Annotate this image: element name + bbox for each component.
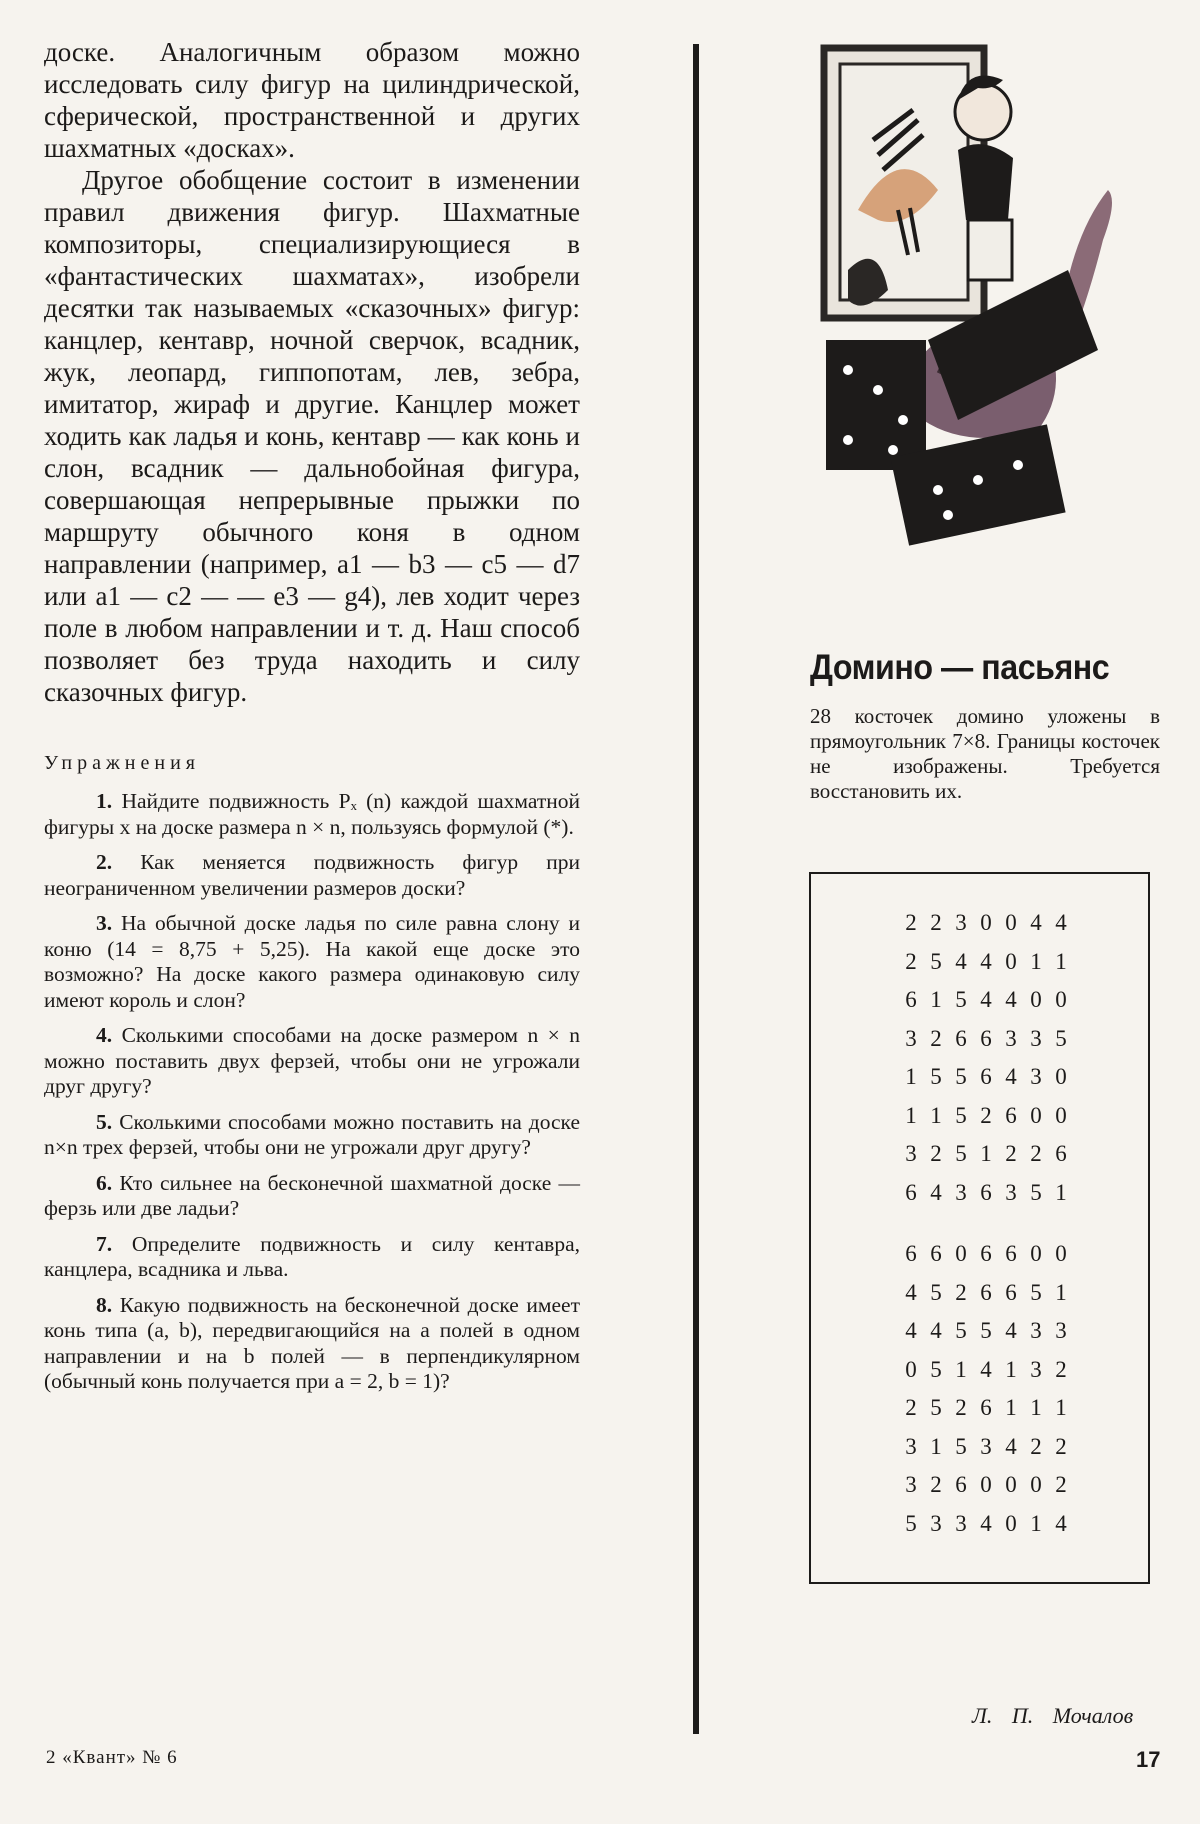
domino-digit: 3 (1030, 1318, 1042, 1343)
domino-digit: 0 (1030, 1472, 1042, 1497)
puzzle-description: 28 косточек домино уложены в прямоугольник 7×8. Границы косточек не изображены. Требуется восстановить их. (810, 704, 1160, 803)
exercise-item (44, 911, 580, 1013)
domino-grid-row (901, 1505, 1071, 1544)
exercise-text: Как меняется подвижность фигур при неограниченном увеличении размеров доски? (44, 850, 580, 900)
domino-digit: 1 (980, 1141, 992, 1166)
exercise-item (44, 789, 580, 840)
domino-digit: 0 (905, 1356, 917, 1382)
domino-digit: 6 (980, 1064, 992, 1089)
domino-digit: 2 (930, 1472, 942, 1497)
domino-grid-row (901, 1135, 1071, 1174)
domino-digit: 3 (955, 910, 967, 935)
domino-digit: 4 (980, 1510, 992, 1536)
domino-digit: 1 (1030, 948, 1042, 974)
domino-digit: 4 (1030, 910, 1042, 935)
domino-digit: 3 (1030, 1064, 1042, 1089)
domino-digit: 6 (980, 1179, 992, 1205)
domino-digit: 6 (905, 987, 917, 1012)
exercise-list (44, 789, 580, 1395)
domino-digit: 6 (980, 1241, 992, 1266)
domino-digit: 0 (955, 1241, 967, 1266)
domino-digit: 1 (1055, 1395, 1067, 1420)
domino-digit: 1 (1055, 1279, 1067, 1305)
domino-digit: 4 (1005, 1064, 1017, 1089)
domino-digit: 2 (905, 910, 917, 935)
domino-digit: 2 (930, 1141, 942, 1166)
author-signature: Л. П. Мочалов (972, 1703, 1134, 1728)
domino-grid-row (901, 943, 1071, 982)
domino-grid-row (901, 1274, 1071, 1313)
exercise-number: 1. (96, 789, 113, 813)
domino-digit: 4 (930, 1179, 942, 1205)
journal-footer: 2 «Квант» № 6 (46, 1747, 178, 1768)
domino-digit: 1 (1030, 1510, 1042, 1536)
domino-grid-row (901, 1389, 1071, 1428)
article-paragraph: доске. Аналогичным образом можно исследовать силу фигур на цилиндрической, сферической, пространственной и других шахматных «досках». (44, 37, 580, 163)
domino-digit: 1 (905, 1102, 917, 1128)
domino-digit: 2 (930, 1025, 942, 1051)
exercise-item (44, 1171, 580, 1222)
exercise-text: Определите подвижность и силу кентавра, канцлера, всадника и льва. (44, 1231, 581, 1281)
boy-cat-domino-illustration (818, 40, 1158, 555)
domino-digit: 1 (1030, 1395, 1042, 1420)
domino-digit: 3 (905, 1433, 917, 1459)
domino-digit: 4 (905, 1318, 917, 1343)
domino-grid-row (901, 1235, 1071, 1274)
domino-digit: 2 (1030, 1141, 1042, 1166)
domino-grid-box (809, 872, 1150, 1584)
domino-digit: 4 (930, 1318, 942, 1343)
domino-digit: 4 (980, 948, 992, 974)
domino-digit: 1 (930, 987, 942, 1012)
domino-digit: 1 (1055, 948, 1067, 974)
domino-digit: 6 (930, 1241, 942, 1266)
puzzle-title: Домино — пасьянс (810, 648, 1110, 687)
domino-digit: 5 (955, 1064, 967, 1089)
domino-digit: 2 (905, 1395, 917, 1420)
domino-digit: 2 (1055, 1356, 1067, 1382)
domino-grid-row (901, 1312, 1071, 1351)
domino-digit: 2 (1055, 1472, 1067, 1497)
domino-digit: 1 (930, 1433, 942, 1459)
domino-digit: 5 (955, 1318, 967, 1343)
domino-digit: 4 (980, 1356, 992, 1382)
domino-digit: 4 (1055, 1510, 1067, 1536)
domino-digit: 5 (930, 948, 942, 974)
domino-digit: 5 (955, 1141, 967, 1166)
domino-digit: 4 (1005, 1433, 1017, 1459)
domino-digit: 3 (955, 1510, 967, 1536)
exercise-item (44, 1110, 580, 1161)
domino-digit: 1 (1055, 1179, 1067, 1205)
domino-digit: 4 (955, 948, 967, 974)
domino-digit: 2 (955, 1395, 967, 1420)
column-divider (693, 44, 699, 1734)
exercise-text: Найдите подвижность Pₓ (n) каждой шахматной фигуры x на доске размера n × n, пользуясь формулой (*). (44, 789, 580, 839)
domino-digit: 0 (1055, 1102, 1067, 1128)
article-text (44, 36, 580, 708)
domino-grid-top (901, 904, 1071, 1212)
domino-digit: 0 (1005, 1510, 1017, 1536)
exercise-number: 7. (96, 1231, 113, 1256)
domino-digit: 6 (955, 1025, 967, 1051)
domino-digit: 6 (1005, 1102, 1017, 1128)
domino-digit: 5 (930, 1279, 942, 1305)
domino-grid-row (901, 1351, 1071, 1390)
domino-digit: 5 (930, 1395, 942, 1420)
domino-digit: 5 (980, 1318, 992, 1343)
exercise-number: 3. (96, 911, 113, 935)
domino-digit: 4 (980, 987, 992, 1012)
domino-digit: 6 (1055, 1141, 1067, 1166)
domino-digit: 0 (1030, 987, 1042, 1012)
exercise-item (44, 850, 580, 901)
domino-digit: 4 (1005, 987, 1017, 1012)
domino-digit: 2 (1030, 1433, 1042, 1459)
left-column (44, 36, 580, 1405)
domino-digit: 3 (930, 1510, 942, 1536)
domino-digit: 2 (1005, 1141, 1017, 1166)
exercise-item (44, 1232, 580, 1283)
domino-digit: 5 (955, 1102, 967, 1128)
domino-digit: 6 (980, 1395, 992, 1420)
domino-digit: 6 (905, 1241, 917, 1266)
domino-digit: 0 (1005, 1472, 1017, 1497)
domino-digit: 4 (905, 1279, 917, 1305)
exercise-item (44, 1023, 580, 1100)
exercise-item (44, 1293, 580, 1395)
article-paragraph: Другое обобщение состоит в изменении правил движения фигур. Шахматные композиторы, специализирующиеся в «фантастических шахматах», изобрели десятки так называемых «сказочных» фигур: канцлер, кентавр, ночной сверчок, всадник, жук, леопард, гиппопотам, лев, зебра, имитатор, жираф и другие. Канцлер может ходить как ладья и конь, кентавр — как конь и слон, всадник — дальнобойная фигура, совершающая непрерывные прыжки по маршруту обычного коня в одном направлении (например, a1 — b3 — c5 — d7 или a1 — c2 — — e3 — g4), лев ходит через поле в любом направлении и т. д. Наш способ позволяет без труда находить и силу сказочных фигур. (44, 165, 580, 707)
domino-digit: 6 (980, 1279, 992, 1305)
domino-digit: 2 (905, 948, 917, 974)
domino-digit: 2 (1055, 1433, 1067, 1459)
domino-digit: 1 (930, 1102, 942, 1128)
domino-digit: 0 (1030, 1241, 1042, 1266)
domino-digit: 5 (905, 1510, 917, 1536)
domino-digit: 3 (955, 1179, 967, 1205)
domino-grid-row (901, 1428, 1071, 1467)
domino-digit: 1 (1005, 1356, 1017, 1382)
domino-digit: 1 (905, 1064, 917, 1089)
domino-digit: 6 (955, 1472, 967, 1497)
domino-digit: 3 (1005, 1179, 1017, 1205)
exercise-text: Кто сильнее на бесконечной шахматной доске — ферзь или две ладьи? (44, 1170, 580, 1220)
domino-digit: 0 (1055, 1064, 1067, 1089)
domino-digit: 0 (1005, 910, 1017, 935)
exercises-heading: Упражнения (44, 752, 200, 774)
domino-digit: 0 (1055, 1241, 1067, 1266)
domino-digit: 3 (980, 1433, 992, 1459)
domino-digit: 3 (905, 1025, 917, 1051)
domino-digit: 3 (1030, 1356, 1042, 1382)
exercise-number: 5. (96, 1109, 113, 1134)
domino-digit: 5 (930, 1064, 942, 1089)
domino-digit: 6 (980, 1025, 992, 1051)
domino-digit: 4 (1055, 910, 1067, 935)
domino-grid-row (901, 1466, 1071, 1505)
domino-grid-row (901, 981, 1071, 1020)
exercise-text: Сколькими способами можно поставить на доске n×n трех ферзей, чтобы они не угрожали друг другу? (44, 1109, 581, 1159)
domino-digit: 3 (1005, 1025, 1017, 1051)
exercise-number: 8. (96, 1292, 113, 1317)
domino-digit: 2 (980, 1102, 992, 1128)
domino-digit: 5 (955, 1433, 967, 1459)
exercise-number: 6. (96, 1170, 113, 1195)
domino-digit: 3 (1055, 1318, 1067, 1343)
domino-grid-row (901, 1097, 1071, 1136)
domino-digit: 3 (905, 1472, 917, 1497)
domino-digit: 6 (905, 1179, 917, 1205)
domino-grid-bottom (901, 1235, 1071, 1543)
domino-digit: 2 (955, 1279, 967, 1305)
domino-digit: 5 (1055, 1025, 1067, 1051)
right-column (810, 648, 1160, 804)
domino-digit: 0 (1005, 948, 1017, 974)
domino-digit: 5 (1030, 1179, 1042, 1205)
domino-grid-row (901, 904, 1071, 943)
domino-digit: 1 (1005, 1395, 1017, 1420)
domino-digit: 1 (955, 1356, 967, 1382)
exercise-text: Сколькими способами на доске размером n × n можно поставить двух ферзей, чтобы они не угрожали друг другу? (44, 1023, 581, 1098)
domino-digit: 5 (955, 987, 967, 1012)
domino-digit: 6 (1005, 1241, 1017, 1266)
domino-digit: 3 (1030, 1025, 1042, 1051)
domino-grid-row (901, 1174, 1071, 1213)
exercise-text: Какую подвижность на бесконечной доске имеет конь типа (a, b), передвигающийся на a полей в одном направлении и на b полей — в перпендикулярном (обычный конь получается при a = 2, b = 1)? (44, 1292, 580, 1393)
exercise-number: 2. (96, 850, 113, 874)
exercise-text: На обычной доске ладья по силе равна слону и коню (14 = 8,75 + 5,25). На какой еще доске это возможно? На доске какого размера одинаковую силу имеют король и слон? (44, 911, 580, 1012)
domino-digit: 6 (1005, 1279, 1017, 1305)
domino-digit: 0 (1055, 987, 1067, 1012)
domino-digit: 0 (1030, 1102, 1042, 1128)
domino-digit: 0 (980, 910, 992, 935)
domino-digit: 5 (930, 1356, 942, 1382)
domino-digit: 3 (905, 1141, 917, 1166)
domino-grid-row (901, 1058, 1071, 1097)
domino-grid-row (901, 1020, 1071, 1059)
domino-digit: 2 (930, 910, 942, 935)
exercise-number: 4. (96, 1023, 113, 1047)
domino-digit: 4 (1005, 1318, 1017, 1343)
domino-digit: 0 (980, 1472, 992, 1497)
domino-digit: 5 (1030, 1279, 1042, 1305)
page-number: 17 (1136, 1747, 1161, 1772)
